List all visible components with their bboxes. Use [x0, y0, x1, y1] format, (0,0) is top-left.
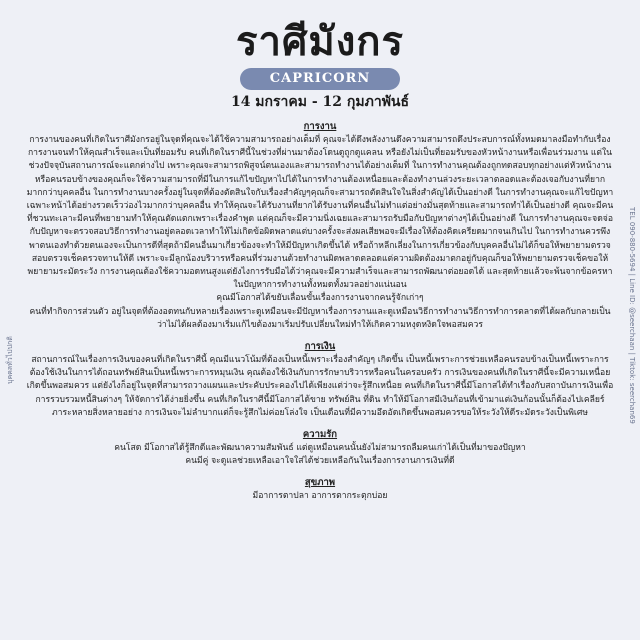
paragraph: คนที่ทำกิจการส่วนตัว อยู่ในจุดที่ต้องอดทนกับหลายเรื่องเพราะดูเหมือนจะมีปัญหาเรื่องการงานและดูเหมือนวิธีการทำงานวิธีการทำการตลาดที่ได้ผลกับกลายเป็นว่าไม่ได้ผลต้องมาเริ่มแก้ไขต้องมาเริ่มปรับเปลี่ยนใหม่ทำให้เกิดความหงุดหงิดใจพอสมควร	[29, 306, 611, 330]
section-health	[26, 476, 614, 503]
paragraph: สถานการณ์ในเรื่องการเงินของคนที่เกิดในราศีนี้ คุณมีแนวโน้มที่ต้องเป็นหนี้เพราะเรื่องสำคัญๆ เกิดขึ้น เป็นหนี้เพราะการช่วยเหลือคนรอบข้างเป็นหนี้เพราะการต้องใช้เงินในการได้ถอนทรัพย์สินเป็นหนี้เพราะการหมุนเงิน คุณต้องใช้เงินกับการรักษาบริวารหรือคนในครอบครัว การเงินของคนที่เกิดในราศีนี้จะมีความเหนื่อยเกิดขึ้นพอสมควร แต่ยังไงก็อยู่ในจุดที่สามารถวางแผนและประคับประคองไปได้เพียงแต่ว่าจะรู้สึกเหนื่อย คนที่เกิดในราศีนี้มีโอกาสได้ทำเรื่องกับสถาบันการเงินเพื่อการรวบรวมหนี้สินต่างๆ ให้จัดการได้ง่ายยิ่งขึ้น คนที่เกิดในราศีนี้มีโอกาสได้ขาย ทรัพย์สิน ที่ดิน ทำให้มีโอกาสมีเงินก้อนที่เข้ามาแต่เงินก้อนนั้นก็ต้องไปเคลียร์ภาระหลายสิ่งหลายอย่าง การเงินจะไม่ลำบากแต่ก็จะรู้สึกไม่ค่อยโล่งใจ เป็นเดือนที่มีความอึดอัดเกิดขึ้นพอสมควรขอให้ระวังให้ดีระมัดระวังเป็นพิเศษ	[26, 355, 614, 418]
paragraph: คนมีคู่ จะดูแลช่วยเหลือเอาใจใส่ได้ช่วยเหลือกันในเรื่องการงานการเงินที่ดี	[185, 456, 455, 467]
date-range: 14 มกราคม - 12 กุมภาพันธ์	[230, 94, 410, 110]
section-finance	[26, 340, 614, 420]
paragraph: มีอาการตาปลา อาการตากระตุกบ่อย	[252, 491, 388, 502]
paragraph: คนโสด มีโอกาสได้รู้สึกดีและพัฒนาความสัมพันธ์ แต่ดูเหมือนคนนั้นยังไม่สามารถลืมคนเก่าได้เป็นที่มาของปัญหา	[114, 443, 526, 454]
content-body	[26, 120, 614, 512]
page-title: ราศีมังกร	[236, 18, 404, 65]
paragraph: การงานของคนที่เกิดในราศีมังกรอยู่ในจุดที่คุณจะได้ใช้ความสามารถอย่างเต็มที่ คุณจะได้ดึงพลังงานดึงความสามารถดึงประสบการณ์ทั้งหมดมาลงมือทำกับเรื่องการงานจนทำให้คุณสำเร็จและเป็นที่ยอมรับ คนที่เกิดในราศีนี้ในช่วงที่ผ่านมาต้องโดนดูถูกดูแคลน หรือยังไม่เป็นที่ยอมรับของหัวหน้างานหรือเพื่อนร่วมงาน แต่ในช่วงปัจจุบันสถานการณ์จะแตกต่างไป เพราะคุณจะสามารถพิสูจน์ตนเองและสามารถทำงานได้อย่างเต็มที่ ในการทำงานคุณต้องถูกทดสอบทุกอย่างแต่หัวหน้างานหรือคนรอบข้างของคุณก็จะใช้ความสามารถที่มีในการแก้ไขปัญหาไปได้ในการทำงานต้องเหนื่อยและต้องทำงานล่วงระยะเวลาตลอดและต้องเจอกับงานที่ยากมากกว่าบุคคลอื่น ในการทำงานบางครั้งอยู่ในจุดที่ต้องตัดสินใจกับเรื่องสำคัญๆคุณก็จะสามารถตัดสินใจในสิ่งสำคัญได้เป็นอย่างดี ในการทำงานคุณจะแก้ไขปัญหาเฉพาะหน้าได้อย่างรวดเร็วว่องไวมากกว่าบุคคลอื่น ทำให้คุณจะได้รับงานที่ยากได้รับงานที่คนอื่นไม่ทำแต่อย่างมั่นสุดท้ายและสามารถทำได้เป็นอย่างดี คุณจะมีคนที่ชวนทะเลาะมีคนที่พยายามทำให้คุณตัดแตกเพราะเรื่องคำพูด แต่คุณก็จะมีความนิ่งเฉยและสามารถรับมือกับปัญหาต่างๆได้เป็นอย่างดี ในการทำงานคุณจะจดจ่อกับปัญหาจะตรวจสอบวิธีการทำงานอยู่ตลอดเวลาทำให้ไม่เกิดข้อผิดพลาดแต่บางครั้งจะส่งผลเสียพอจะมีเรื่องให้ต้องคิดเครียดมากจนเกินไป ในการทำงานควรพึงพาตนเองทำด้วยตนเองจะเป็นการดีที่สุดถ้ามีคนอื่นมาเกี่ยวข้องจะทำให้มีปัญหาเกิดขึ้นได้ หรือถ้าหลีกเลี่ยงในการเกี่ยวข้องกับบุคคลอื่นไม่ได้ก็ขอให้พยายามตรวจสอบตรวจเช็คตรวจทานให้ดี เพราะจะมีลูกน้องบริวารหรือคนที่ร่วมงานด้วยทำงานผิดพลาดตลอดแต่ความผิดต้องมาตกอยู่กับคุณก็ขอให้พยายามตรวจเช็คขอให้พยายามระมัดระวัง การงานคุณต้องใช้ความอดทนสูงแต่ยังไงการรับมือได้ว่าคุณจะมีความสำเร็จและสามารถพัฒนาต่อยอดได้ และสุดท้ายแล้วจะพ้นจากข้อครหา ในปัญหาการทำงานทั้งหมดทั้งมวลอย่างแน่นอน	[26, 135, 614, 291]
section-love	[26, 428, 614, 468]
section-body	[26, 490, 614, 503]
section-heading: ความรัก	[302, 429, 338, 441]
zodiac-badge: CAPRICORN	[240, 68, 400, 90]
section-body	[26, 442, 614, 468]
section-heading: สุขภาพ	[304, 477, 336, 489]
section-body	[26, 134, 614, 332]
section-heading: การงาน	[303, 121, 337, 132]
section-work	[26, 120, 614, 332]
side-contact-info: TEL 090-880-5694 | Line ID: @seerchaan | Tiktok: seerchan69	[628, 206, 636, 424]
section-heading: การเงิน	[304, 341, 336, 353]
paragraph: คุณมีโอกาสได้ขยับเลื่อนขั้นเรื่องการงานจากคนรู้จักเก่าๆ	[216, 293, 424, 304]
side-caption-left: บุคคลทั่วไปปกติ	[6, 336, 14, 384]
section-body	[26, 354, 614, 420]
